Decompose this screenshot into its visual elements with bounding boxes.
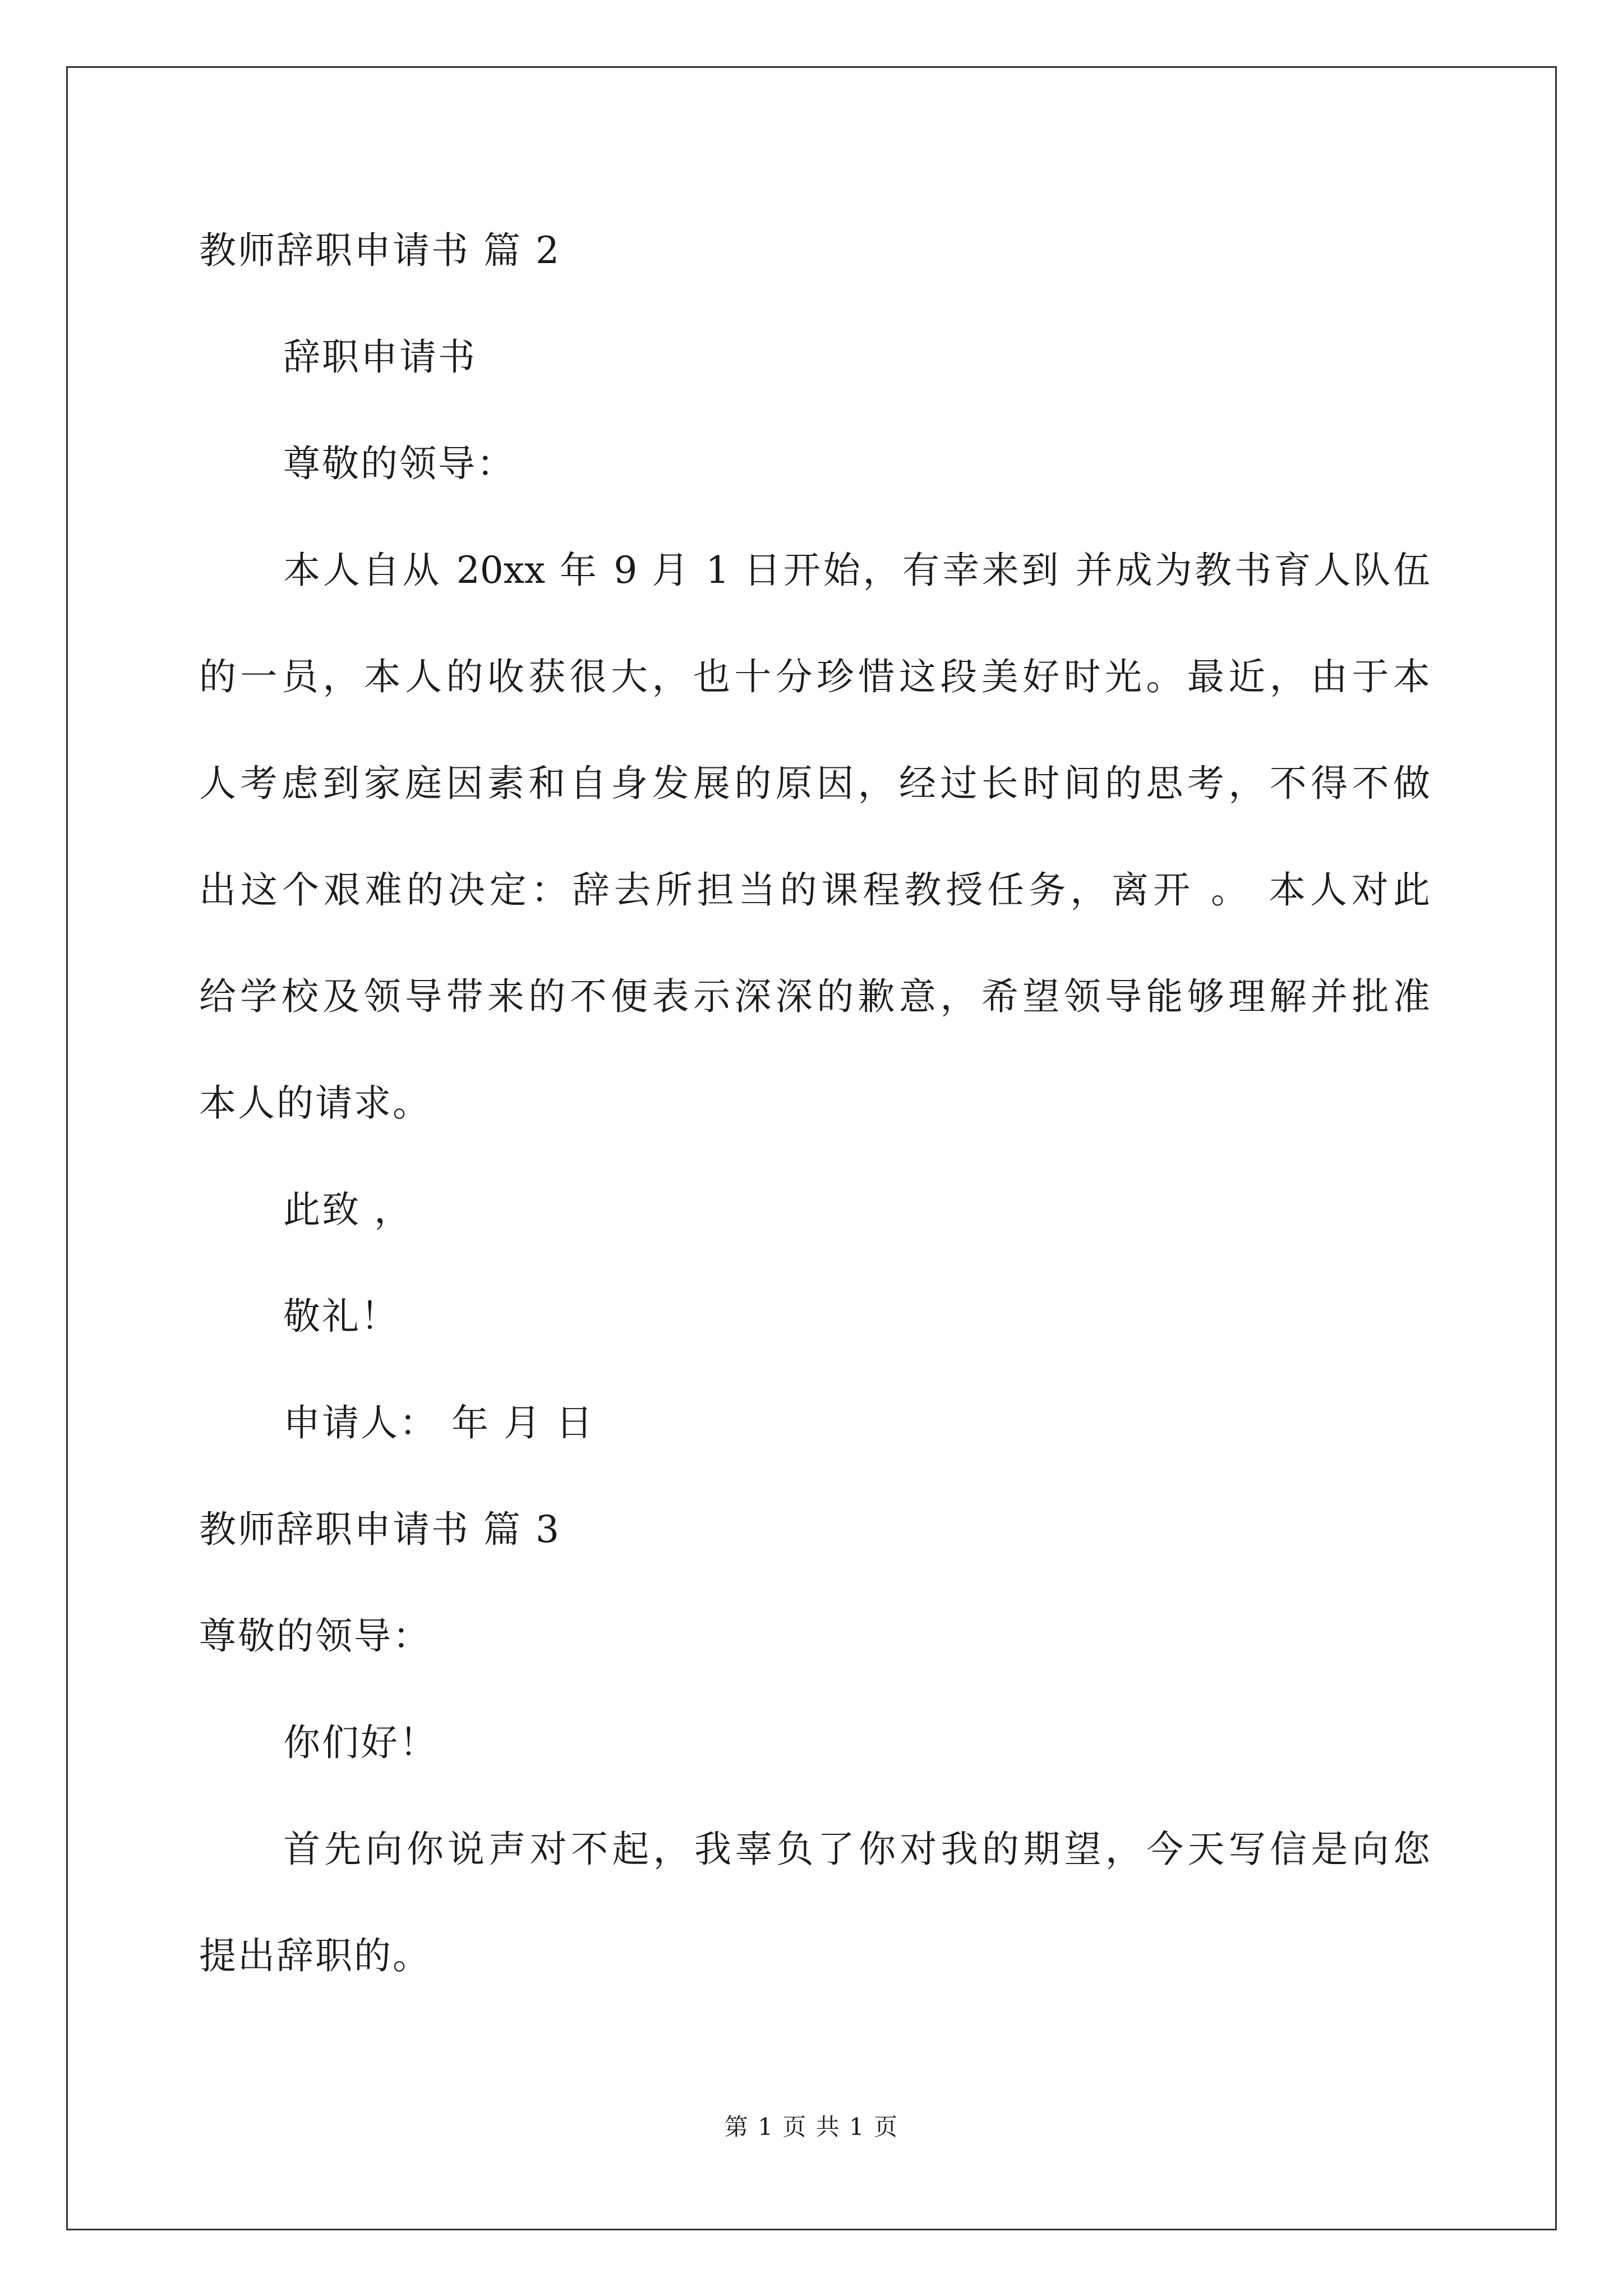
section2-body-line: 本人自从 20xx 年 9 月 1 日开始，有幸来到 并成为教书育人队伍: [283, 549, 1430, 592]
section2-body-line: 给学校及领导带来的不便表示深深的歉意，希望领导能够理解并批准: [199, 975, 1430, 1018]
section3-greeting: 你们好！: [283, 1721, 438, 1764]
section2-regards: 敬礼！: [283, 1295, 399, 1338]
page-footer: 第 1 页 共 1 页: [724, 2113, 899, 2141]
section2-title: 辞职申请书: [283, 335, 477, 379]
section2-body-line: 的一员，本人的收获很大，也十分珍惜这段美好时光。最近，由于本: [199, 655, 1430, 698]
section2-body-line: 人考虑到家庭因素和自身发展的原因，经过长时间的思考，不得不做: [199, 762, 1430, 805]
section2-closing: 此致 ，: [283, 1188, 413, 1231]
section2-body-line: 出这个艰难的决定：辞去所担当的课程教授任务，离开 。 本人对此: [199, 868, 1430, 912]
section2-salutation: 尊敬的领导：: [283, 442, 515, 485]
section2-signature: 申请人： 年 月 日: [283, 1401, 594, 1444]
section2-body-last: 本人的请求。: [199, 1082, 431, 1125]
section3-heading: 教师辞职申请书 篇 3: [199, 1508, 561, 1551]
section2-heading: 教师辞职申请书 篇 2: [199, 229, 561, 272]
section3-body-last: 提出辞职的。: [199, 1934, 431, 1977]
section3-salutation: 尊敬的领导：: [199, 1614, 431, 1658]
page-border: [66, 66, 1557, 2230]
section3-body-line: 首先向你说声对不起，我辜负了你对我的期望，今天写信是向您: [283, 1828, 1430, 1871]
